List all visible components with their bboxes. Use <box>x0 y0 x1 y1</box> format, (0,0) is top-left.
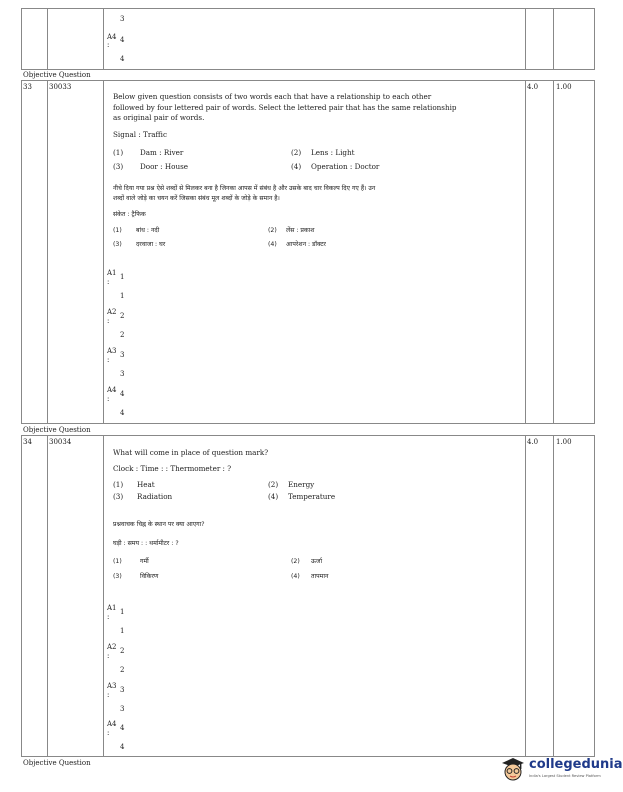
answer-below: 2 <box>120 666 125 674</box>
hindi-option-text: लेंस : प्रकाश <box>286 227 315 234</box>
hindi-question-line: नीचे दिया गया प्रश्न ऐसे शब्दों से मिलकर बना है जिनका आपस में संबंध है और उसके बाद चार विकल्प दिए गए हैं। उन <box>113 185 376 192</box>
hindi-option-text: ऊर्जा <box>311 558 323 565</box>
prev-answer-below: 4 <box>120 55 125 63</box>
hindi-prompt: घड़ी : समय : : थर्मामीटर : ? <box>113 540 179 547</box>
question-text-line: followed by four lettered pair of words. Select the lettered pair that has the same relationship <box>113 103 457 112</box>
answer-below: 4 <box>120 409 125 417</box>
question-text-line: Below given question consists of two words each that have a relationship to each other <box>113 92 432 101</box>
answer-colon: : <box>107 652 110 660</box>
hindi-option-number: (2) <box>291 558 300 565</box>
answer-colon: : <box>107 356 110 364</box>
option-number: (3) <box>113 492 124 501</box>
answer-label: A3 <box>107 682 117 690</box>
answer-below: 3 <box>120 370 125 378</box>
option-number: (2) <box>291 148 302 157</box>
answer-label: A2 <box>107 308 117 316</box>
answer-value: 4 <box>120 724 125 732</box>
answer-colon: : <box>107 395 110 403</box>
answer-value: 2 <box>120 312 125 320</box>
answer-label: A4 <box>107 386 117 394</box>
option-number: (4) <box>291 162 302 171</box>
hindi-option-number: (3) <box>113 573 122 580</box>
option-text: Operation : Doctor <box>311 162 380 171</box>
option-number: (1) <box>113 480 124 489</box>
answer-colon: : <box>107 278 110 286</box>
hindi-option-number: (1) <box>113 558 122 565</box>
answer-label: A2 <box>107 643 117 651</box>
question-marks: 4.0 <box>527 83 539 91</box>
answer-below: 4 <box>120 743 125 751</box>
hindi-option-text: गर्मी <box>140 558 149 565</box>
answer-below: 1 <box>120 627 125 635</box>
question-code: 30034 <box>49 438 72 446</box>
option-text: Lens : Light <box>311 148 355 157</box>
answer-colon: : <box>107 729 110 737</box>
logo-tagline: India's Largest Student Review Platform <box>529 774 601 778</box>
question-code: 30033 <box>49 83 72 91</box>
hindi-option-number: (3) <box>113 241 122 248</box>
question-serial: 34 <box>23 438 32 446</box>
option-text: Heat <box>137 480 155 489</box>
hindi-question-line: प्रश्नवाचक चिह्न के स्थान पर क्या आएगा? <box>113 521 205 528</box>
answer-colon: : <box>107 317 110 325</box>
hindi-option-text: दरवाजा : घर <box>136 241 166 248</box>
option-number: (1) <box>113 148 124 157</box>
question-text-line: as original pair of words. <box>113 113 205 122</box>
option-number: (3) <box>113 162 124 171</box>
hindi-option-number: (2) <box>268 227 277 234</box>
question-negative-marks: 1.00 <box>556 83 572 91</box>
hindi-question-line: शब्दों वाले जोड़े का चयन करें जिसका संबंध मूल शब्दों के जोड़े के समान है। <box>113 195 280 202</box>
prev-answer-label: A4 <box>107 33 117 41</box>
option-text: Dam : River <box>140 148 184 157</box>
answer-value: 3 <box>120 351 125 359</box>
hindi-option-number: (4) <box>291 573 300 580</box>
hindi-option-text: बांध : नदी <box>136 227 160 234</box>
question-marks: 4.0 <box>527 438 539 446</box>
hindi-prompt: संकेत : ट्रैफिक <box>113 211 146 218</box>
hindi-option-text: विकिरण <box>140 573 159 580</box>
answer-label: A1 <box>107 604 117 612</box>
option-number: (2) <box>268 480 279 489</box>
prev-answer-val: 4 <box>120 36 125 44</box>
question-33-row <box>21 80 595 424</box>
section-label: Objective Question <box>23 426 91 434</box>
option-text: Temperature <box>288 492 336 501</box>
hindi-option-number: (4) <box>268 241 277 248</box>
answer-below: 1 <box>120 292 125 300</box>
prev-answer-colon: : <box>107 41 110 49</box>
question-prompt: Clock : Time : : Thermometer : ? <box>113 464 232 473</box>
option-text: Radiation <box>137 492 173 501</box>
question-negative-marks: 1.00 <box>556 438 572 446</box>
prev-value-3: 3 <box>120 15 125 23</box>
question-text-line: What will come in place of question mark? <box>113 448 269 457</box>
hindi-option-text: तापमान <box>311 573 329 580</box>
answer-below: 3 <box>120 705 125 713</box>
answer-value: 1 <box>120 608 125 616</box>
question-prompt: Signal : Traffic <box>113 130 167 139</box>
hindi-option-number: (1) <box>113 227 122 234</box>
section-label: Objective Question <box>23 71 91 79</box>
answer-label: A3 <box>107 347 117 355</box>
option-text: Door : House <box>140 162 189 171</box>
answer-label: A1 <box>107 269 117 277</box>
collegedunia-logo <box>498 752 623 786</box>
hindi-option-text: आपरेशन : डॉक्टर <box>286 241 326 248</box>
logo-brand: collegedunia <box>529 757 623 772</box>
section-label: Objective Question <box>23 759 91 767</box>
answer-below: 2 <box>120 331 125 339</box>
question-serial: 33 <box>23 83 32 91</box>
answer-value: 3 <box>120 686 125 694</box>
answer-value: 4 <box>120 390 125 398</box>
option-number: (4) <box>268 492 279 501</box>
answer-value: 1 <box>120 273 125 281</box>
answer-value: 2 <box>120 647 125 655</box>
answer-colon: : <box>107 691 110 699</box>
answer-label: A4 <box>107 720 117 728</box>
answer-colon: : <box>107 613 110 621</box>
option-text: Energy <box>288 480 315 489</box>
mascot-icon <box>498 754 528 784</box>
